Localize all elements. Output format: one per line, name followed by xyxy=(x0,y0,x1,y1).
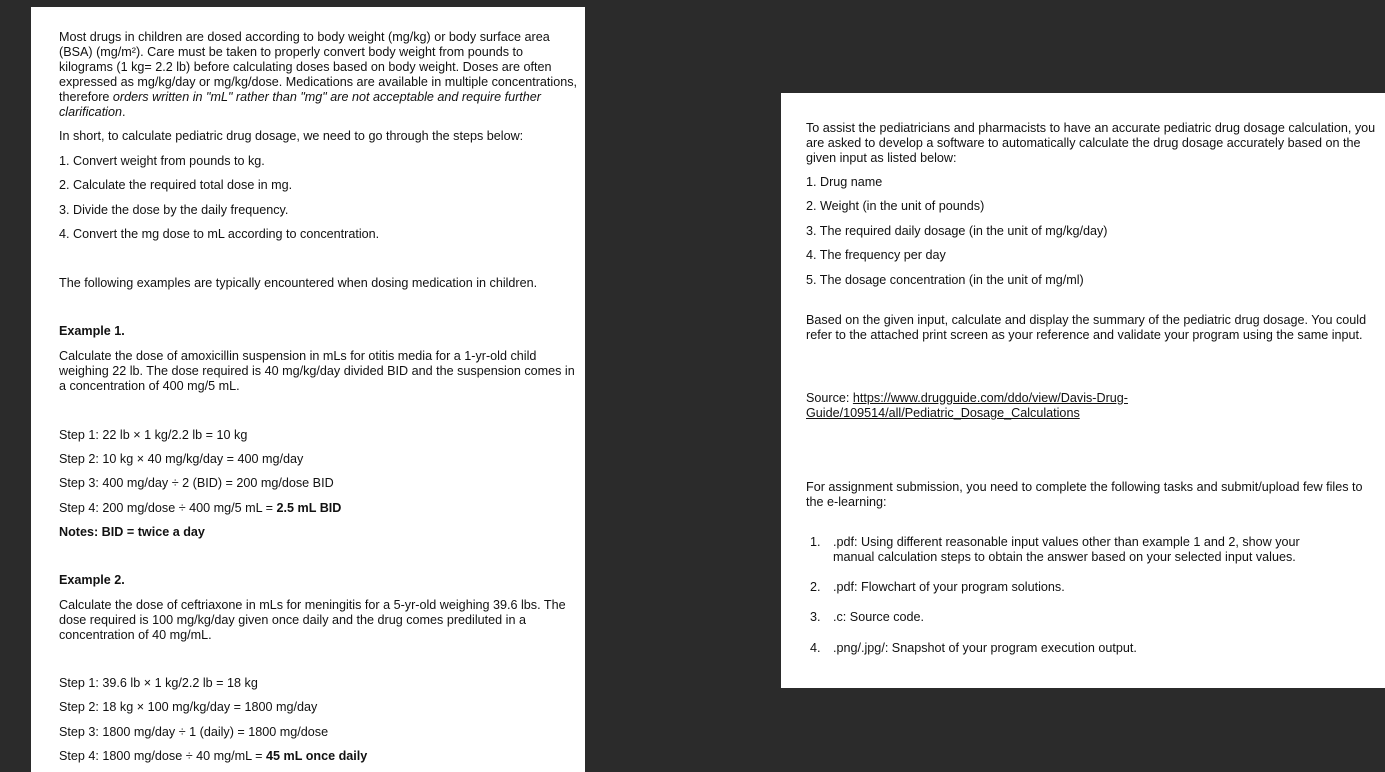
step-item: 4. Convert the mg dose to mL according to concentration. xyxy=(59,227,380,241)
task-number: 2. xyxy=(810,580,821,594)
example2-title: Example 2. xyxy=(59,573,125,587)
input-item: 2. Weight (in the unit of pounds) xyxy=(806,199,985,213)
input-item: 3. The required daily dosage (in the unit of mg/kg/day) xyxy=(806,224,1108,238)
source-line xyxy=(806,391,1156,421)
example1-text: Calculate the dose of amoxicillin suspension in mLs for otitis media for a 1-yr-old child weighing 22 lb. The dose required is 40 mg/kg/day divided BID and the suspension comes in a concentration of 400 mg/5 mL. xyxy=(59,349,575,393)
task-number: 1. xyxy=(810,535,821,549)
task-text: .pdf: Flowchart of your program solutions. xyxy=(833,580,1065,594)
example1-step2: Step 2: 10 kg × 40 mg/kg/day = 400 mg/day xyxy=(59,452,304,466)
task-text: .png/.jpg/: Snapshot of your program execution output. xyxy=(833,641,1137,655)
example1-step4 xyxy=(59,501,579,516)
input-item: 4. The frequency per day xyxy=(806,248,946,262)
source-link[interactable]: https://www.drugguide.com/ddo/view/Davis-Drug-Guide/109514/all/Pediatric_Dosage_Calculations xyxy=(806,391,1128,420)
example2-step4 xyxy=(59,749,579,764)
input-item: 1. Drug name xyxy=(806,175,883,189)
example1-step4-text: Step 4: 200 mg/dose ÷ 400 mg/5 mL = xyxy=(59,501,277,515)
task-number: 4. xyxy=(810,641,821,655)
step-item: 2. Calculate the required total dose in mg. xyxy=(59,178,293,192)
example1-title: Example 1. xyxy=(59,324,125,338)
example1-step1: Step 1: 22 lb × 1 kg/2.2 lb = 10 kg xyxy=(59,428,248,442)
example1-notes: Notes: BID = twice a day xyxy=(59,525,205,539)
example2-answer: 45 mL once daily xyxy=(266,749,368,763)
example2-text: Calculate the dose of ceftriaxone in mLs for meningitis for a 5-yr-old weighing 39.6 lbs. The dose required is 100 mg/kg/day given once daily and the drug comes prediluted in a concentration of 40 mg/mL. xyxy=(59,598,566,642)
example1-step3: Step 3: 400 mg/day ÷ 2 (BID) = 200 mg/dose BID xyxy=(59,476,334,490)
intro-paragraph xyxy=(59,30,579,120)
example1-answer: 2.5 mL BID xyxy=(276,501,342,515)
intro-text: Most drugs in children are dosed according to body weight (mg/kg) or body surface area (BSA) (mg/m²). Care must be taken to properly convert body weight from pounds to kilograms (1 kg= 2.2 lb) before calculating doses based on body weight. Doses are often expressed as mg/kg/day or mg/kg/dose. Medications are available in multiple concentrations, therefore xyxy=(59,30,578,104)
task-number: 3. xyxy=(810,610,821,624)
task-text: .c: Source code. xyxy=(833,610,925,624)
step-item: 3. Divide the dose by the daily frequency. xyxy=(59,203,289,217)
example2-step4-text: Step 4: 1800 mg/dose ÷ 40 mg/mL = xyxy=(59,749,267,763)
submission-paragraph: For assignment submission, you need to complete the following tasks and submit/upload few files to the e-learning: xyxy=(806,480,1363,509)
task-text: .pdf: Using different reasonable input values other than example 1 and 2, show your manual calculation steps to obtain the answer based on your selected input values. xyxy=(833,535,1300,564)
input-item: 5. The dosage concentration (in the unit of mg/ml) xyxy=(806,273,1084,287)
document-page-left xyxy=(31,7,585,772)
step-item: 1. Convert weight from pounds to kg. xyxy=(59,154,265,168)
source-label: Source: xyxy=(806,391,853,405)
steps-intro: In short, to calculate pediatric drug dosage, we need to go through the steps below: xyxy=(59,129,524,143)
intro-italic-text: orders written in "mL" rather than "mg" are not acceptable and require further clarification xyxy=(59,90,542,119)
examples-intro: The following examples are typically encountered when dosing medication in children. xyxy=(59,276,538,290)
example2-step3: Step 3: 1800 mg/day ÷ 1 (daily) = 1800 mg/dose xyxy=(59,725,329,739)
example2-step1: Step 1: 39.6 lb × 1 kg/2.2 lb = 18 kg xyxy=(59,676,258,690)
intro-period: . xyxy=(122,105,126,119)
document-page-right xyxy=(781,93,1385,688)
assignment-intro: To assist the pediatricians and pharmacists to have an accurate pediatric drug dosage calculation, you are asked to develop a software to automatically calculate the drug dosage accurately based on the given input as listed below: xyxy=(806,121,1376,165)
summary-paragraph: Based on the given input, calculate and display the summary of the pediatric drug dosage. You could refer to the attached print screen as your reference and validate your program using the same input. xyxy=(806,313,1367,342)
example2-step2: Step 2: 18 kg × 100 mg/kg/day = 1800 mg/day xyxy=(59,700,318,714)
